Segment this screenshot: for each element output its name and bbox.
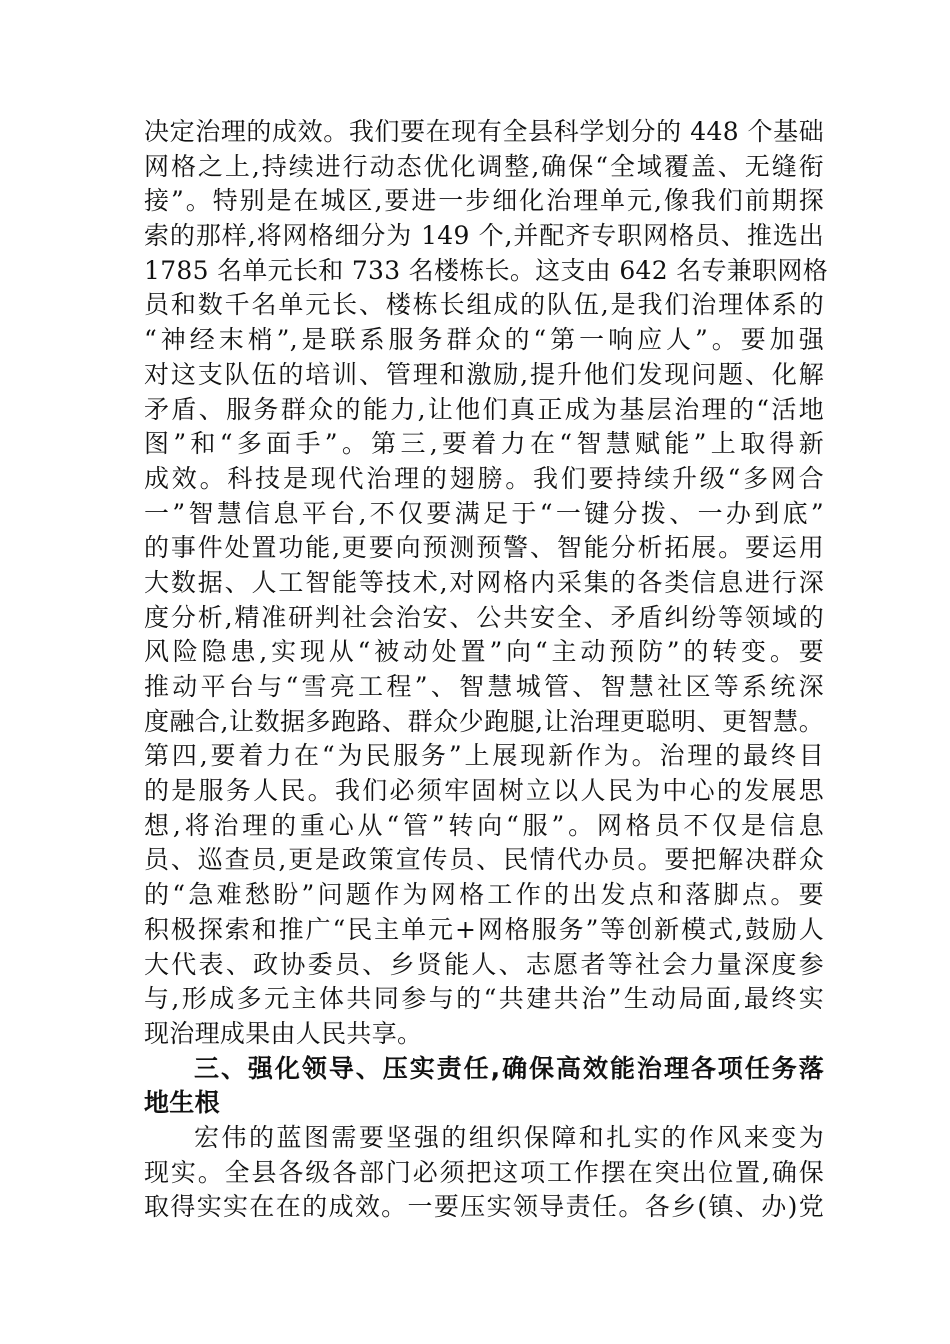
- paragraph-line: 度分析,精准研判社会治安、公共安全、矛盾纠纷等领域的: [144, 602, 824, 632]
- paragraph-line: 图”和“多面手”。第三,要着力在“智慧赋能”上取得新: [144, 429, 824, 459]
- paragraph-line: 与,形成多元主体共同参与的“共建共治”生动局面,最终实: [144, 984, 824, 1014]
- paragraph-line: 索的那样,将网格细分为 149 个,并配齐专职网格员、推选出: [144, 221, 824, 251]
- paragraph-line: 的是服务人民。我们必须牢固树立以人民为中心的发展思: [144, 776, 824, 806]
- paragraph-line: “神经末梢”,是联系服务群众的“第一响应人”。要加强: [144, 325, 824, 355]
- paragraph-line: 员和数千名单元长、楼栋长组成的队伍,是我们治理体系的: [144, 290, 824, 320]
- section-heading: [144, 1052, 824, 1121]
- body-paragraph: [144, 1121, 824, 1225]
- paragraph-line: 大数据、人工智能等技术,对网格内采集的各类信息进行深: [144, 567, 824, 597]
- paragraph-line: 接”。特别是在城区,要进一步细化治理单元,像我们前期探: [144, 186, 824, 216]
- paragraph-line: 度融合,让数据多跑路、群众少跑腿,让治理更聪明、更智慧。: [144, 706, 824, 736]
- paragraph-line: 决定治理的成效。我们要在现有全县科学划分的 448 个基础: [144, 117, 824, 146]
- paragraph-line: 大代表、政协委员、乡贤能人、志愿者等社会力量深度参: [144, 949, 824, 979]
- paragraph-line: 的事件处置功能,更要向预测预警、智能分析拓展。要运用: [144, 533, 824, 563]
- paragraph-line: 员、巡查员,更是政策宣传员、民情代办员。要把解决群众: [144, 845, 824, 875]
- paragraph-line: 一”智慧信息平台,不仅要满足于“一键分拨、一办到底”: [144, 498, 824, 528]
- paragraph-line: 风险隐患,实现从“被动处置”向“主动预防”的转变。要: [144, 637, 824, 667]
- paragraph-line: 的“急难愁盼”问题作为网格工作的出发点和落脚点。要: [144, 880, 824, 910]
- paragraph-line: 取得实实在在的成效。一要压实领导责任。各乡(镇、办)党: [144, 1192, 824, 1222]
- paragraph-line: 对这支队伍的培训、管理和激励,提升他们发现问题、化解: [144, 359, 824, 389]
- paragraph-line: 积极探索和推广“民主单元+网格服务”等创新模式,鼓励人: [144, 914, 824, 944]
- document-body: [144, 115, 828, 1225]
- body-paragraph: [144, 115, 828, 1052]
- paragraph-line: 现实。全县各级各部门必须把这项工作摆在突出位置,确保: [144, 1157, 824, 1187]
- paragraph-line: 网格之上,持续进行动态优化调整,确保“全域覆盖、无缝衔: [144, 151, 824, 181]
- heading-line: 三、强化领导、压实责任,确保高效能治理各项任务落: [194, 1053, 824, 1083]
- paragraph-line: 推动平台与“雪亮工程”、智慧城管、智慧社区等系统深: [144, 672, 824, 701]
- paragraph-line: 1785 名单元长和 733 名楼栋长。这支由 642 名专兼职网格: [144, 255, 828, 285]
- paragraph-line: 现治理成果由人民共享。: [144, 1018, 423, 1048]
- paragraph-line: 第四,要着力在“为民服务”上展现新作为。治理的最终目: [144, 741, 824, 771]
- paragraph-line: 矛盾、服务群众的能力,让他们真正成为基层治理的“活地: [144, 394, 824, 424]
- heading-line: 地生根: [144, 1088, 220, 1118]
- paragraph-line: 想,将治理的重心从“管”转向“服”。网格员不仅是信息: [144, 810, 824, 840]
- paragraph-line: 宏伟的蓝图需要坚强的组织保障和扎实的作风来变为: [194, 1122, 824, 1152]
- paragraph-line: 成效。科技是现代治理的翅膀。我们要持续升级“多网合: [144, 463, 824, 493]
